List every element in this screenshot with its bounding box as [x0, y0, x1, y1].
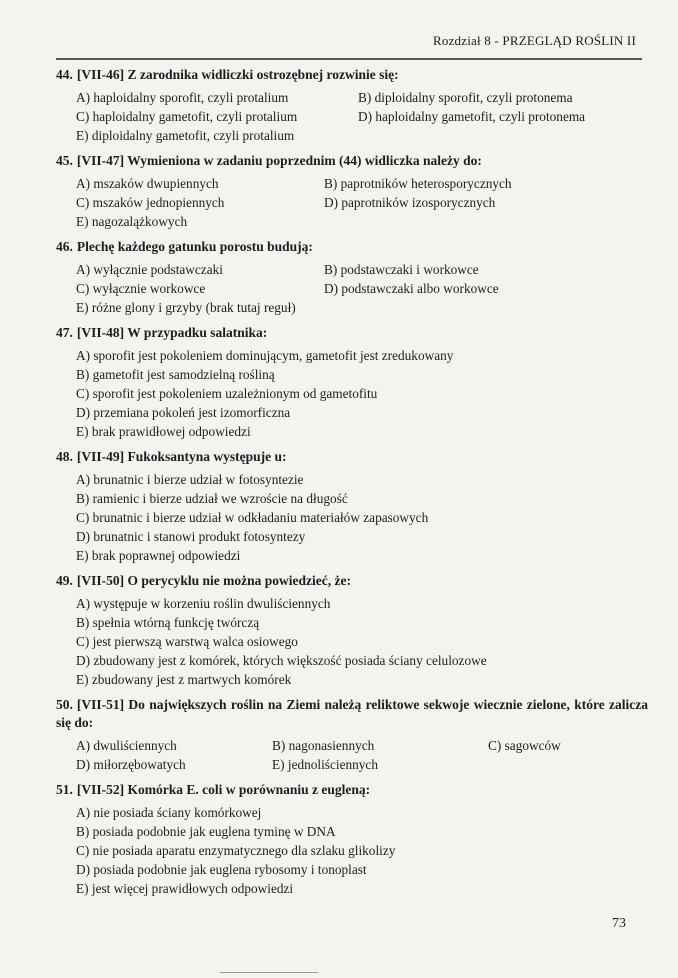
question-number: 47.	[56, 325, 73, 340]
option-b: B) diploidalny sporofit, czyli protonema	[358, 90, 573, 105]
question-number: 50.	[56, 697, 73, 712]
option-b: B) posiada podobnie jak euglena tyminę w DNA	[76, 824, 336, 839]
option-d: D) podstawczaki albo workowce	[324, 281, 499, 296]
option-c: C) nie posiada aparatu enzymatycznego dla szlaku glikolizy	[76, 843, 396, 858]
option-e: E) brak poprawnej odpowiedzi	[76, 548, 241, 563]
option-c: C) sporofit jest pokoleniem uzależnionym od gametofitu	[76, 386, 378, 401]
option-a: A) wyłącznie podstawczaki	[76, 262, 223, 277]
question-text: [VII-52] Komórka E. coli w porównaniu z eugleną:	[76, 782, 371, 797]
option-d: D) przemiana pokoleń jest izomorficzna	[76, 405, 291, 420]
option-b: B) gametofit jest samodzielną rośliną	[76, 367, 275, 382]
option-d: D) posiada podobnie jak euglena rybosomy i tonoplast	[76, 862, 367, 877]
answer-options	[76, 594, 648, 689]
question-number: 46.	[56, 239, 73, 254]
option-b: B) paprotników heterosporycznych	[324, 176, 512, 191]
option-b: B) spełnia wtórną funkcję twórczą	[76, 615, 260, 630]
option-d: D) zbudowany jest z komórek, których większość posiada ściany celulozowe	[76, 653, 487, 668]
option-a: A) haploidalny sporofit, czyli protalium	[76, 90, 289, 105]
option-a: A) nie posiada ściany komórkowej	[76, 805, 262, 820]
question-text: [VII-46] Z zarodnika widliczki ostrozębnej rozwinie się:	[76, 67, 399, 82]
option-c: C) mszaków jednopiennych	[76, 195, 225, 210]
answer-options	[76, 736, 648, 774]
option-b: B) ramienic i bierze udział we wzroście na długość	[76, 491, 348, 506]
header-rule	[56, 58, 642, 60]
answer-options	[76, 470, 648, 565]
answer-options	[76, 803, 648, 898]
answer-options	[76, 88, 648, 145]
option-e: E) zbudowany jest z martwych komórek	[76, 672, 292, 687]
question-46	[56, 238, 648, 317]
question-45	[56, 152, 648, 231]
question-text: [VII-50] O perycyklu nie można powiedzieć, że:	[76, 573, 351, 588]
option-d: D) paprotników izosporycznych	[324, 195, 496, 210]
option-a: A) mszaków dwupiennych	[76, 176, 219, 191]
option-e: E) jednoliściennych	[272, 757, 378, 772]
answer-options	[76, 346, 648, 441]
question-number: 45.	[56, 153, 73, 168]
page-number: 73	[612, 916, 626, 931]
question-text: [VII-51] Do największych roślin na Ziemi należą reliktowe sekwoje wiecznie zielone, które zalicza się do:	[56, 697, 648, 730]
option-b: B) podstawczaki i workowce	[324, 262, 479, 277]
question-48	[56, 448, 648, 565]
question-number: 44.	[56, 67, 73, 82]
answer-options	[76, 174, 648, 231]
question-text: [VII-49] Fukoksantyna występuje u:	[76, 449, 287, 464]
question-51	[56, 781, 648, 898]
option-e: E) różne glony i grzyby (brak tutaj reguł)	[76, 300, 296, 315]
option-e: E) brak prawidłowej odpowiedzi	[76, 424, 251, 439]
option-c: C) wyłącznie workowce	[76, 281, 206, 296]
option-c: C) brunatnic i bierze udział w odkładaniu materiałów zapasowych	[76, 510, 429, 525]
option-a: A) sporofit jest pokoleniem dominującym, gametofit jest zredukowany	[76, 348, 454, 363]
option-d: D) miłorzębowatych	[76, 757, 186, 772]
question-47	[56, 324, 648, 441]
question-text: [VII-47] Wymieniona w zadaniu poprzednim (44) widliczka należy do:	[76, 153, 482, 168]
footer-rule	[220, 972, 318, 973]
question-44	[56, 66, 648, 145]
question-50	[56, 696, 648, 774]
option-d: D) brunatnic i stanowi produkt fotosyntezy	[76, 529, 306, 544]
question-number: 49.	[56, 573, 73, 588]
option-a: A) występuje w korzeniu roślin dwuliściennych	[76, 596, 331, 611]
option-a: A) brunatnic i bierze udział w fotosyntezie	[76, 472, 304, 487]
question-list	[56, 66, 648, 905]
question-49	[56, 572, 648, 689]
answer-options	[76, 260, 648, 317]
option-c: C) haploidalny gametofit, czyli protalium	[76, 109, 298, 124]
question-number: 51.	[56, 782, 73, 797]
option-b: B) nagonasiennych	[272, 738, 375, 753]
option-e: E) diploidalny gametofit, czyli protalium	[76, 128, 295, 143]
option-d: D) haploidalny gametofit, czyli protonema	[358, 109, 586, 124]
option-e: E) nagozalążkowych	[76, 214, 188, 229]
running-header: Rozdział 8 - PRZEGLĄD ROŚLIN II	[433, 33, 636, 48]
option-e: E) jest więcej prawidłowych odpowiedzi	[76, 881, 294, 896]
option-c: C) jest pierwszą warstwą walca osiowego	[76, 634, 298, 649]
option-c: C) sagowców	[488, 738, 561, 753]
question-text: Plechę każdego gatunku porostu budują:	[76, 239, 313, 254]
question-text: [VII-48] W przypadku salatnika:	[76, 325, 268, 340]
question-number: 48.	[56, 449, 73, 464]
option-a: A) dwuliściennych	[76, 738, 177, 753]
